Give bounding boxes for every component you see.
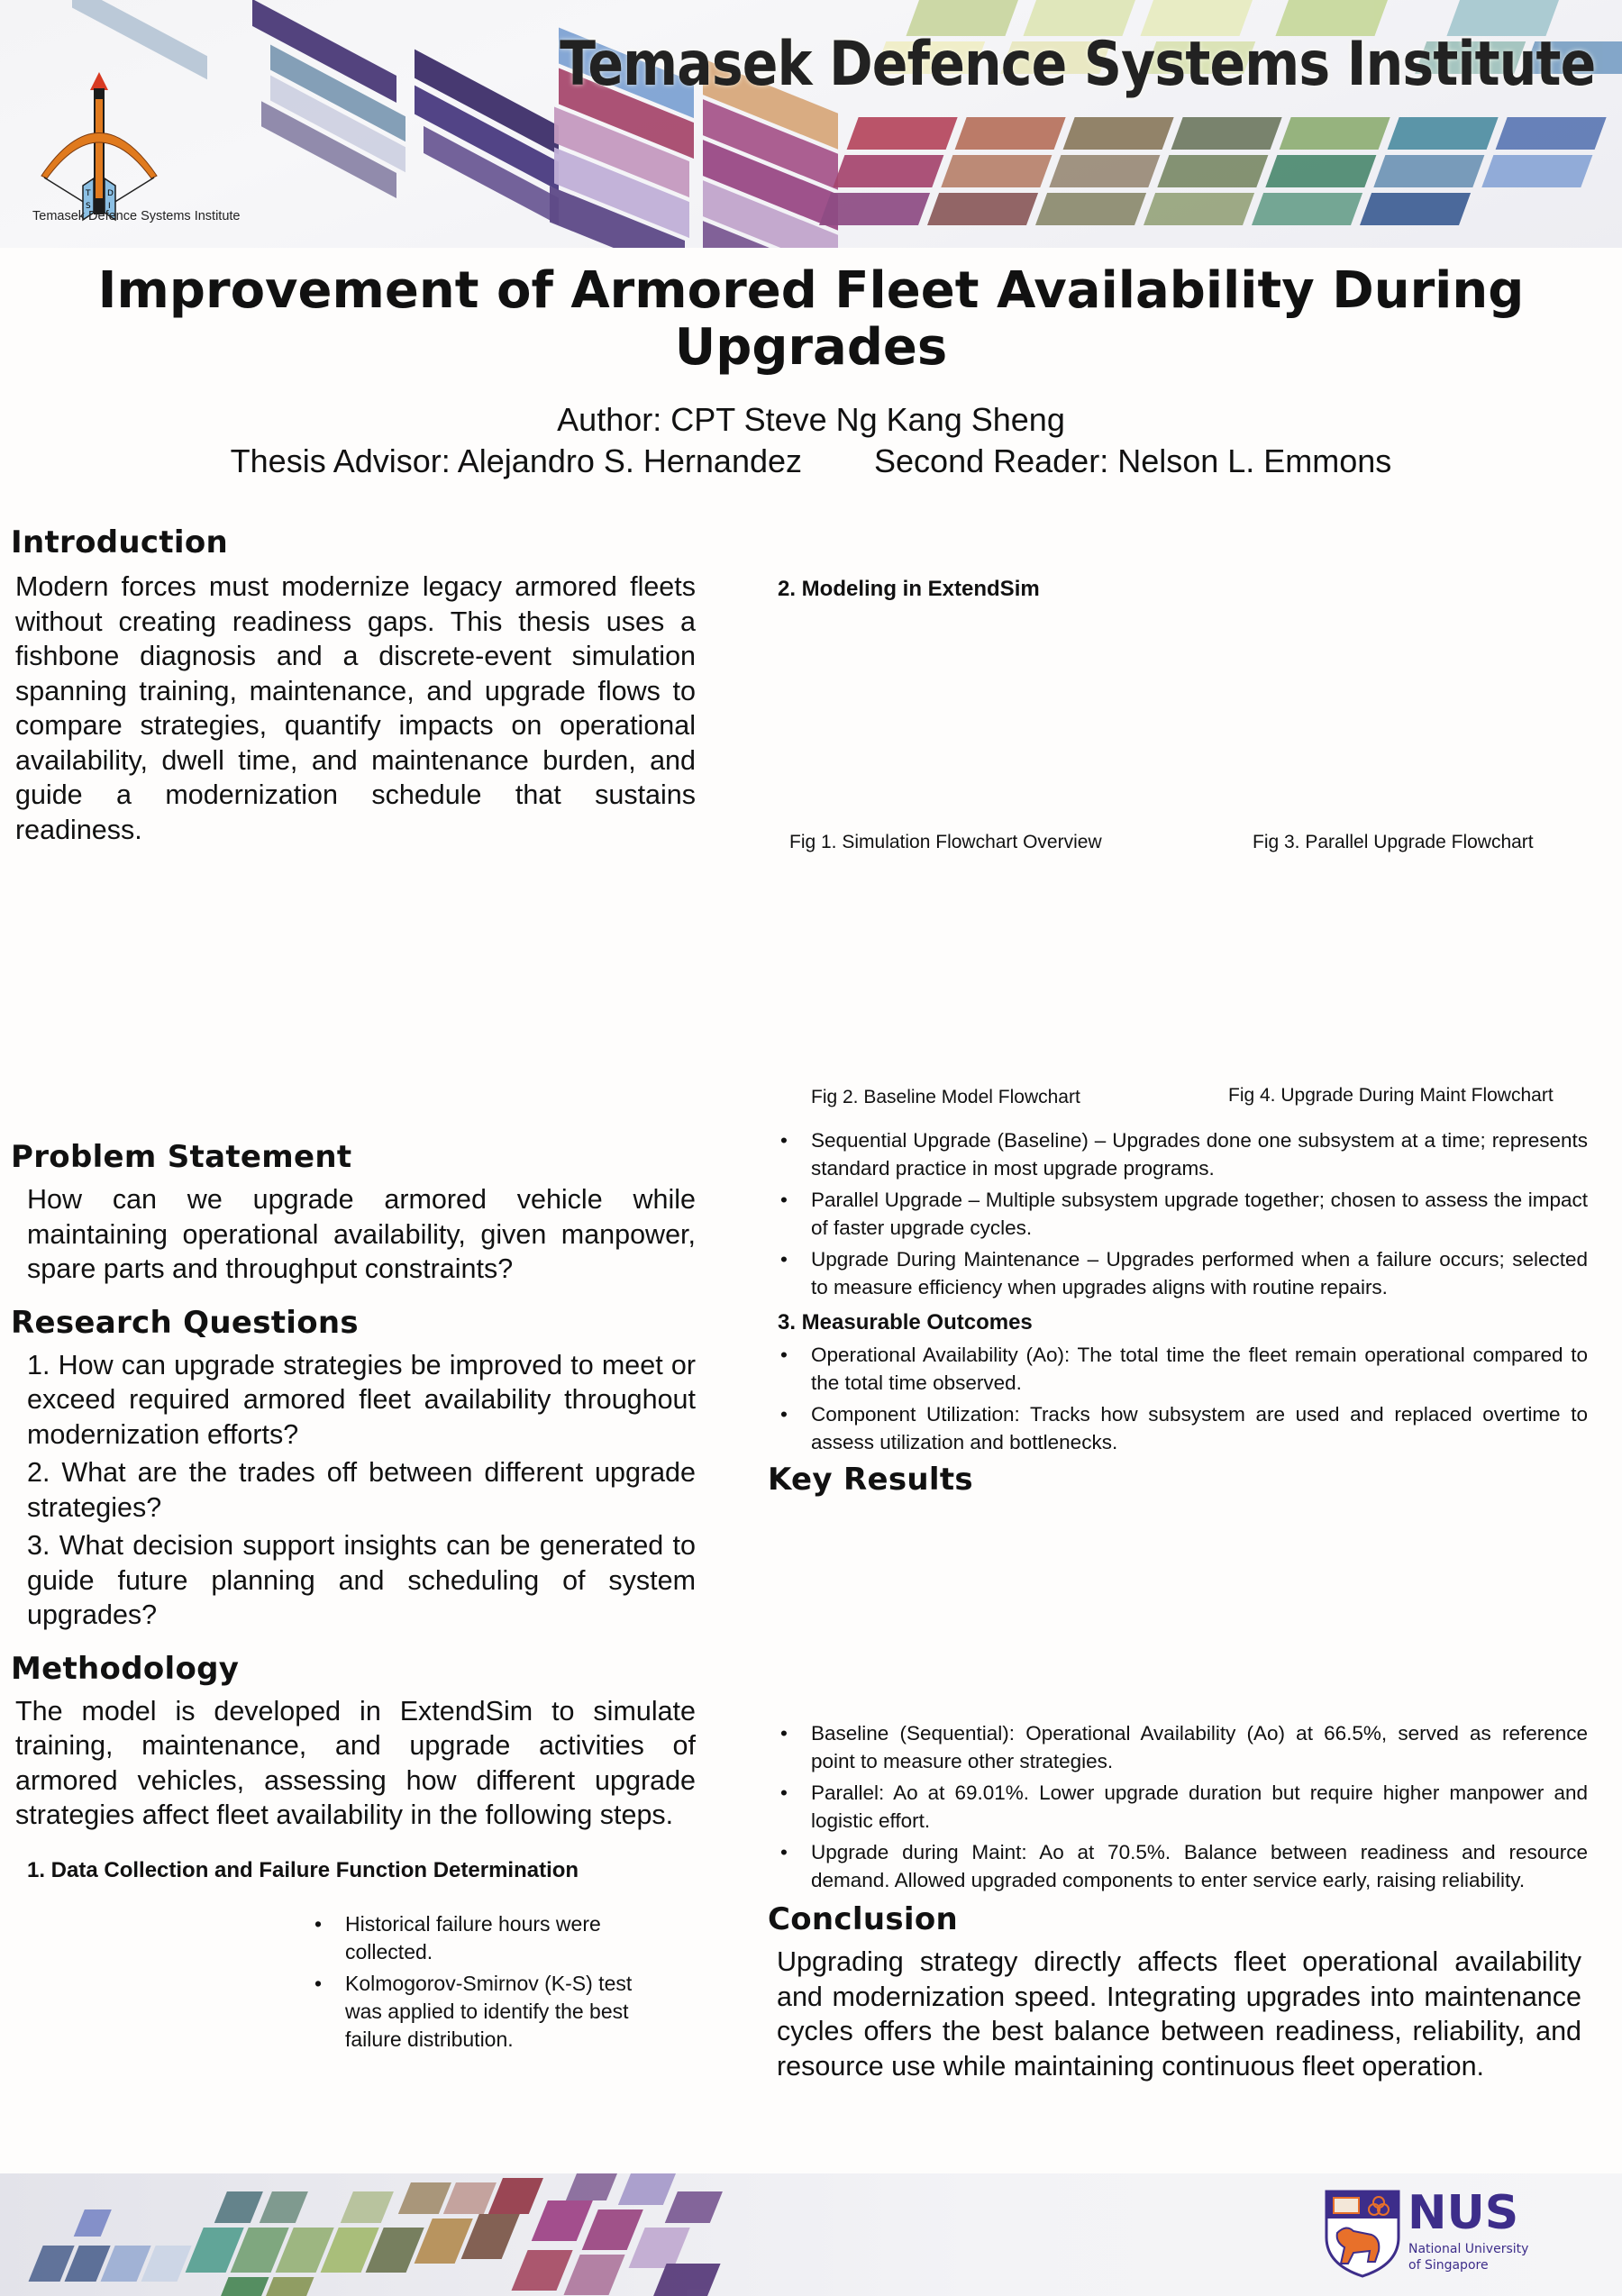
step1-heading: 1. Data Collection and Failure Function Determination — [27, 1857, 579, 1882]
research-questions-list — [27, 1348, 696, 1633]
thesis-advisor: Thesis Advisor: Alejandro S. Hernandez — [230, 442, 803, 480]
logo-letter: S — [86, 202, 91, 211]
modeling-heading: 2. Modeling in ExtendSim — [778, 577, 1040, 601]
strategy-bullet: • Parallel Upgrade – Multiple subsystem upgrade together; chosen to assess the impact of faster upgrade cycles. — [777, 1186, 1588, 1242]
research-question: 3. What decision support insights can be generated to guide future planning and scheduling of system upgrades? — [27, 1530, 696, 1630]
result-bullet: • Parallel: Ao at 69.01%. Lower upgrade duration but require higher manpower and logistic effort. — [777, 1779, 1588, 1835]
conclusion-body: Upgrading strategy directly affects fleet operational availability and modernization speed. Integrating upgrades into maintenance cycles offers the best balance between readiness, reliability, and resource use while maintaining continuous fleet operation. — [777, 1946, 1581, 2082]
advisor-line — [54, 441, 1568, 482]
author-line: Author: CPT Steve Ng Kang Sheng — [557, 401, 1065, 439]
step1-bullet: • Historical failure hours were collected. — [311, 1910, 671, 1966]
outcome-bullet: • Operational Availability (Ao): The total time the fleet remain operational compared to the total time observed. — [777, 1341, 1588, 1397]
outcome-bullet: • Component Utilization: Tracks how subsystem are used and replaced overtime to assess utilization and bottlenecks. — [777, 1400, 1588, 1456]
left-column-top — [11, 523, 696, 847]
problem-heading: Problem Statement — [11, 1139, 352, 1175]
research-question: 1. How can upgrade strategies be improved to meet or exceed required armored fleet availability throughout modernization efforts? — [27, 1349, 696, 1450]
title-block — [54, 263, 1568, 482]
strategy-bullets — [777, 1126, 1588, 1301]
introduction-body: Modern forces must modernize legacy armored fleets without creating readiness gaps. This thesis uses a fishbone diagnosis and a discrete-event simulation spanning training, maintenance, and upgrade flows to compare strategies, quantify impacts on operational availability, dwell time, and maintenance burden, and guide a modernization schedule that sustains readiness. — [15, 571, 696, 845]
methodology-body: The model is developed in ExtendSim to simulate training, maintenance, and upgrade activities of armored vehicles, assessing how different upgrade strategies affect fleet availability in the following steps. — [15, 1695, 696, 1830]
conclusion-heading: Conclusion — [768, 1901, 958, 1937]
strategy-bullet: • Upgrade During Maintenance – Upgrades performed when a failure occurs; selected to measure efficiency when upgrades aligns with routine repairs. — [777, 1245, 1588, 1301]
outcomes-heading: 3. Measurable Outcomes — [778, 1310, 1033, 1335]
result-bullet: • Baseline (Sequential): Operational Availability (Ao) at 66.5%, served as reference point to measure other strategies. — [777, 1719, 1588, 1775]
nus-logo — [1325, 2188, 1532, 2278]
tdsi-logo — [27, 36, 279, 230]
methodology-heading: Methodology — [11, 1650, 240, 1687]
logo-letter: I — [108, 202, 111, 211]
arrow-head-icon — [90, 72, 108, 90]
modeling-section — [778, 575, 1589, 604]
second-reader: Second Reader: Nelson L. Emmons — [874, 442, 1392, 480]
figure-caption: Fig 2. Baseline Model Flowchart — [811, 1087, 1080, 1107]
banner-title: Temasek Defence Systems Institute — [559, 29, 1595, 100]
tdsi-logo-caption: Temasek Defence Systems Institute — [32, 209, 241, 223]
figure-caption: Fig 3. Parallel Upgrade Flowchart — [1253, 832, 1534, 852]
research-heading: Research Questions — [11, 1304, 359, 1341]
problem-body: How can we upgrade armored vehicle while maintaining operational availability, given manpower, spare parts and throughput constraints? — [27, 1184, 696, 1284]
nus-name-line1: National University — [1408, 2242, 1529, 2256]
logo-letter: T — [86, 189, 91, 198]
figure-caption: Fig 1. Simulation Flowchart Overview — [789, 832, 1102, 852]
header-banner — [0, 0, 1622, 248]
book-icon — [1334, 2198, 1359, 2213]
outcomes-bullets — [777, 1341, 1588, 1456]
step1-bullet: • Kolmogorov-Smirnov (K-S) test was applied to identify the best failure distribution. — [311, 1970, 671, 2054]
key-results-heading: Key Results — [768, 1462, 973, 1498]
poster-title: Improvement of Armored Fleet Availability During Upgrades — [97, 261, 1525, 377]
introduction-heading: Introduction — [11, 524, 229, 560]
right-column-middle — [768, 1126, 1588, 1499]
logo-letter: D — [107, 189, 114, 198]
nus-abbreviation: NUS — [1408, 2188, 1519, 2240]
strategy-bullet: • Sequential Upgrade (Baseline) – Upgrades done one subsystem at a time; represents standard practice in most upgrade programs. — [777, 1126, 1588, 1182]
research-question: 2. What are the trades off between different upgrade strategies? — [27, 1457, 696, 1523]
nus-name-line2: of Singapore — [1408, 2258, 1489, 2273]
result-bullet: • Upgrade during Maint: Ao at 70.5%. Balance between readiness and resource demand. Allowed upgraded components to enter service early, raising reliability. — [777, 1838, 1588, 1894]
figure-caption: Fig 4. Upgrade During Maint Flowchart — [1228, 1085, 1554, 1106]
results-bullets — [777, 1719, 1588, 1894]
right-column-bottom — [768, 1719, 1588, 2083]
step1-bullets — [311, 1910, 671, 2054]
left-column-bottom — [11, 1137, 696, 2054]
